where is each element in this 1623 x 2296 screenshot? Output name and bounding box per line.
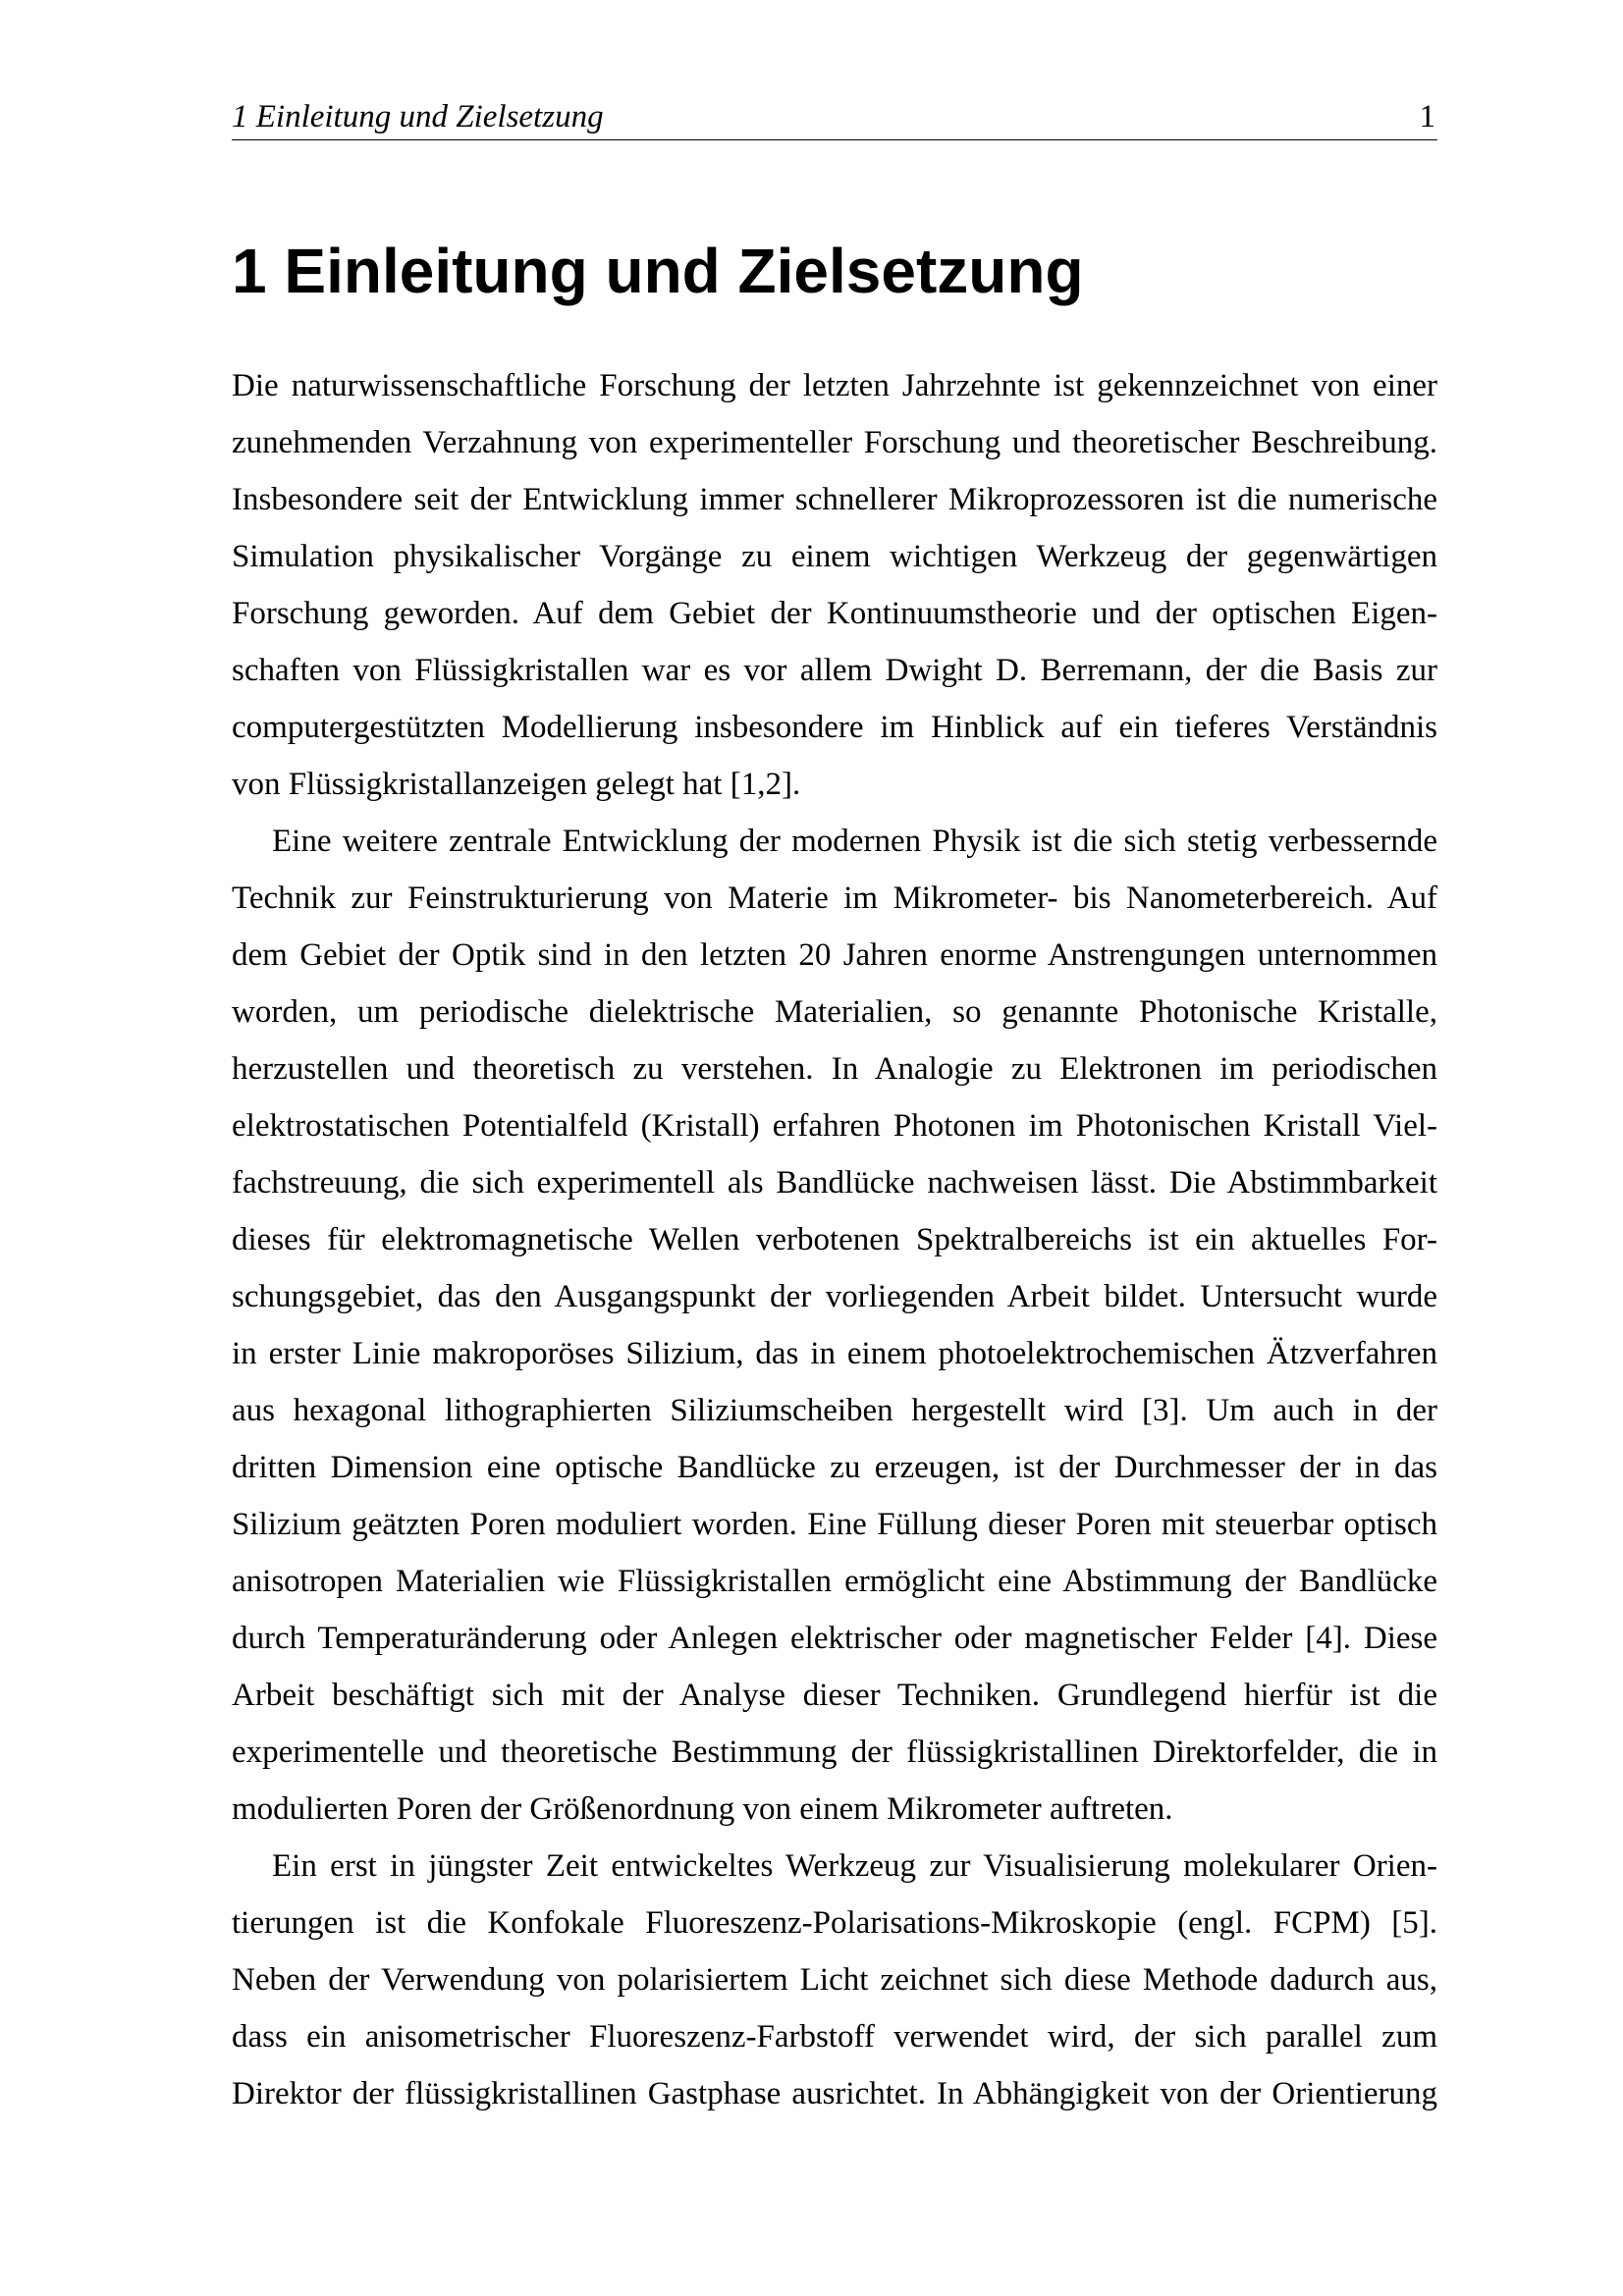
text-line: anisotropen Materialien wie Flüssigkristallen ermöglicht eine Abstimmung der Bandlücke: [232, 1564, 1437, 1599]
text-line: aus hexagonal lithographierten Siliziumscheiben hergestellt wird [3]. Um auch in der: [232, 1393, 1437, 1428]
text-line: dem Gebiet der Optik sind in den letzten 20 Jahren enorme Anstrengungen unternommen: [232, 937, 1437, 973]
text-line: Simulation physikalischer Vorgänge zu einem wichtigen Werkzeug der gegenwärtigen: [232, 539, 1437, 574]
text-line: zunehmenden Verzahnung von experimenteller Forschung und theoretischer Beschreibung.: [232, 425, 1437, 460]
text-line: Insbesondere seit der Entwicklung immer schnellerer Mikroprozessoren ist die numerische: [232, 482, 1437, 517]
page-number: 1: [1419, 99, 1435, 134]
text-line: durch Temperaturänderung oder Anlegen elektrischer oder magnetischer Felder [4]. Diese: [232, 1621, 1437, 1656]
text-line: worden, um periodische dielektrische Materialien, so genannte Photonische Kristalle,: [232, 994, 1437, 1030]
text-line: dass ein anisometrischer Fluoreszenz-Farbstoff verwendet wird, der sich parallel zum: [232, 2019, 1437, 2055]
text-line: Eine weitere zentrale Entwicklung der modernen Physik ist die sich stetig verbessernde: [272, 824, 1437, 859]
text-line: Forschung geworden. Auf dem Gebiet der Kontinuumstheorie und der optischen Eigen-: [232, 596, 1437, 631]
running-header-title: 1 Einleitung und Zielsetzung: [232, 99, 604, 134]
text-line: Die naturwissenschaftliche Forschung der letzten Jahrzehnte ist gekennzeichnet von einer: [232, 368, 1437, 403]
text-line: Ein erst in jüngster Zeit entwickeltes Werkzeug zur Visualisierung molekularer Orien-: [272, 1848, 1437, 1884]
text-line: Direktor der flüssigkristallinen Gastphase ausrichtet. In Abhängigkeit von der Orientierung: [232, 2076, 1437, 2111]
text-line: computergestützten Modellierung insbesondere im Hinblick auf ein tieferes Verständnis: [232, 710, 1437, 745]
text-line: Technik zur Feinstrukturierung von Materie im Mikrometer- bis Nanometerbereich. Auf: [232, 881, 1437, 916]
text-line: experimentelle und theoretische Bestimmung der flüssigkristallinen Direktorfelder, die in: [232, 1735, 1437, 1770]
running-header: [232, 94, 1437, 140]
text-line: elektrostatischen Potentialfeld (Kristall) erfahren Photonen im Photonischen Kristall Viel-: [232, 1108, 1437, 1144]
text-line: Neben der Verwendung von polarisiertem Licht zeichnet sich diese Methode dadurch aus,: [232, 1962, 1437, 1998]
text-line: herzustellen und theoretisch zu verstehen. In Analogie zu Elektronen im periodischen: [232, 1051, 1437, 1087]
text-line: von Flüssigkristallanzeigen gelegt hat [1,2].: [232, 767, 801, 802]
body-text: [232, 357, 1437, 2122]
text-line: dieses für elektromagnetische Wellen verbotenen Spektralbereichs ist ein aktuelles For-: [232, 1222, 1437, 1257]
text-line: dritten Dimension eine optische Bandlücke zu erzeugen, ist der Durchmesser der in das: [232, 1450, 1437, 1485]
text-line: in erster Linie makroporöses Silizium, das in einem photoelektrochemischen Ätzverfahren: [232, 1336, 1437, 1371]
text-line: Arbeit beschäftigt sich mit der Analyse dieser Techniken. Grundlegend hierfür ist die: [232, 1678, 1437, 1713]
text-line: schungsgebiet, das den Ausgangspunkt der vorliegenden Arbeit bildet. Untersucht wurde: [232, 1279, 1437, 1314]
text-line: schaften von Flüssigkristallen war es vor allem Dwight D. Berremann, der die Basis zur: [232, 653, 1437, 688]
text-line: tierungen ist die Konfokale Fluoreszenz-Polarisations-Mikroskopie (engl. FCPM) [5].: [232, 1905, 1437, 1941]
text-line: modulierten Poren der Größenordnung von einem Mikrometer auftreten.: [232, 1791, 1173, 1827]
text-line: Silizium geätzten Poren moduliert worden. Eine Füllung dieser Poren mit steuerbar optisch: [232, 1507, 1437, 1542]
chapter-title: 1 Einleitung und Zielsetzung: [232, 236, 1084, 306]
text-line: fachstreuung, die sich experimentell als Bandlücke nachweisen lässt. Die Abstimmbarkeit: [232, 1165, 1437, 1201]
